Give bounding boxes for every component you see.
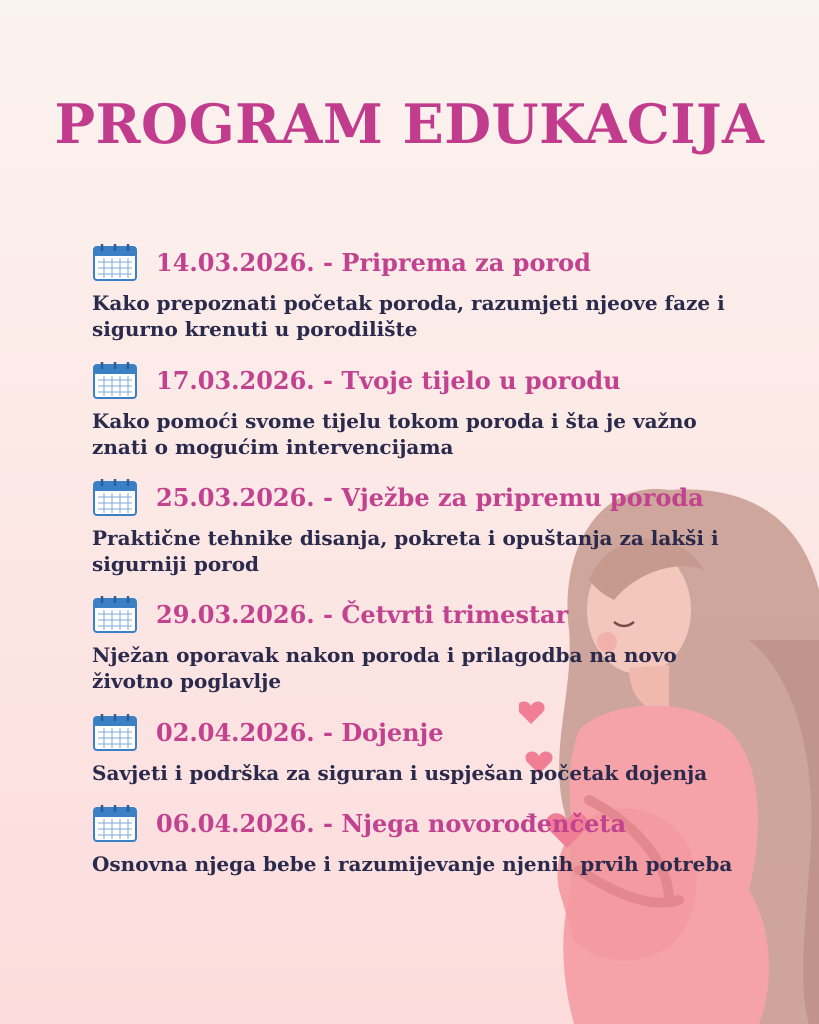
event-description: Praktične tehnike disanja, pokreta i opuštanja za lakši i sigurniji porod [92, 526, 719, 576]
event-item [92, 712, 752, 786]
event-title: 29.03.2026. - Četvrti trimestar [156, 599, 569, 629]
event-item [92, 477, 752, 577]
calendar-icon [92, 242, 140, 282]
event-item [92, 803, 752, 877]
event-description: Nježan oporavak nakon poroda i prilagodba na novo životno poglavlje [92, 643, 677, 693]
event-item [92, 360, 752, 460]
event-description: Kako pomoći svome tijelu tokom poroda i šta je važno znati o mogućim intervencijama [92, 409, 697, 459]
calendar-icon [92, 477, 140, 517]
calendar-icon [92, 712, 140, 752]
event-title: 02.04.2026. - Dojenje [156, 717, 444, 747]
event-description: Savjeti i podrška za siguran i uspješan početak dojenja [92, 761, 708, 785]
event-description: Kako prepoznati početak poroda, razumjeti njeove faze i sigurno krenuti u porodilište [92, 291, 725, 341]
event-title: 25.03.2026. - Vježbe za pripremu poroda [156, 482, 704, 512]
calendar-icon [92, 360, 140, 400]
event-description: Osnovna njega bebe i razumijevanje njenih prvih potreba [92, 852, 733, 876]
page-title: PROGRAM EDUKACIJA [54, 92, 765, 156]
calendar-icon [92, 594, 140, 634]
event-title: 06.04.2026. - Njega novorođenčeta [156, 808, 626, 838]
event-item [92, 242, 752, 342]
event-title: 14.03.2026. - Priprema za porod [156, 247, 591, 277]
event-item [92, 594, 752, 694]
calendar-icon [92, 803, 140, 843]
event-title: 17.03.2026. - Tvoje tijelo u porodu [156, 365, 621, 395]
